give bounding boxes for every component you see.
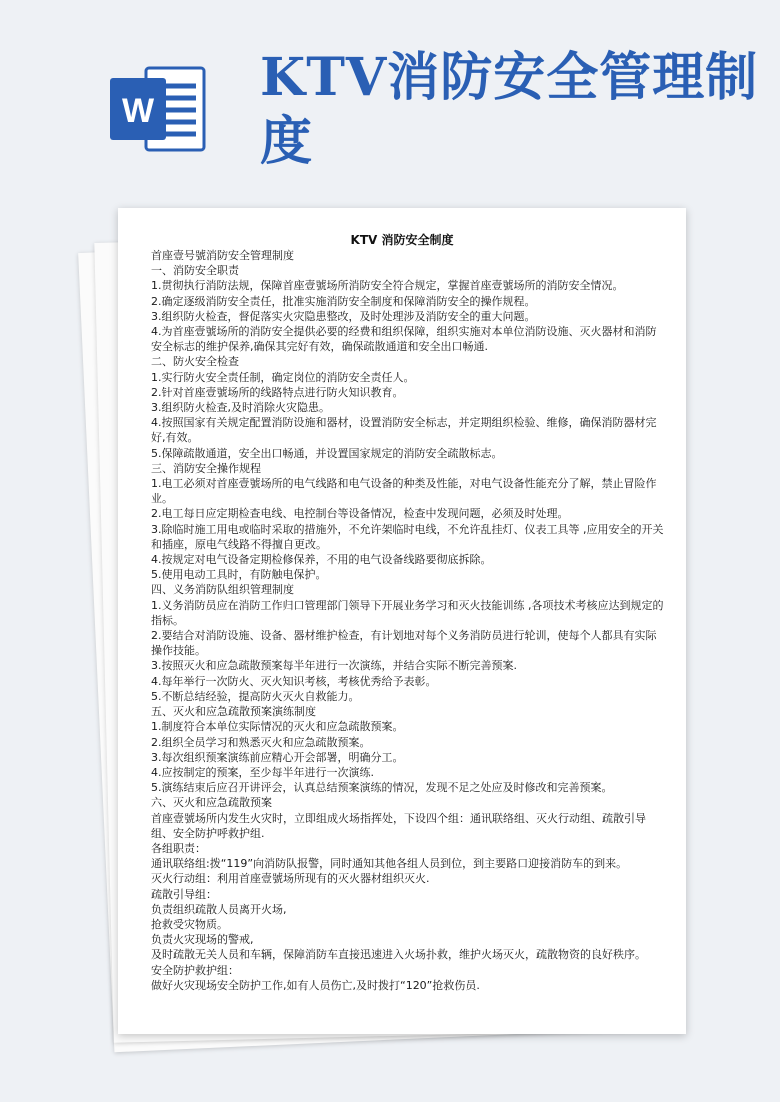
svg-text:W: W xyxy=(121,92,155,130)
document-line: 2.组织全员学习和熟悉灭火和应急疏散预案。 xyxy=(151,735,371,749)
document-line: 安全防护救护组： xyxy=(151,963,239,977)
document-line: 3.按照灭火和应急疏散预案每半年进行一次演练，并结合实际不断完善预案. xyxy=(151,659,517,673)
document-page xyxy=(118,208,686,1034)
document-line: 4.为首座壹號场所的消防安全提供必要的经费和组织保障，组织实施对本单位消防设施、灭火器材和消防安全标志的维护保养,确保其完好有效，确保疏散通道和安全出口畅通. xyxy=(151,325,657,354)
document-line: 5.不断总结经验，提高防火灭火自救能力。 xyxy=(151,689,360,703)
document-line: 3.每次组织预案演练前应精心开会部署，明确分工。 xyxy=(151,750,404,764)
document-line: 及时疏散无关人员和车辆，保障消防车直接迅速进入火场扑救，维护火场灭火，疏散物资的良好秩序。 xyxy=(151,948,646,962)
document-line: 2.要结合对消防设施、设备、器材维护检查，有计划地对每个义务消防员进行轮训，使每个人都具有实际操作技能。 xyxy=(151,629,657,658)
document-line: 首座壹號场所内发生火灾时，立即组成火场指挥处，下设四个组：通讯联络组、灭火行动组、疏散引导组、安全防护呼救护组. xyxy=(151,811,646,840)
document-body xyxy=(118,248,686,993)
document-line: 负责组织疏散人员离开火场, xyxy=(151,902,287,916)
document-line: 4.应按制定的预案，至少每半年进行一次演练. xyxy=(151,765,374,779)
document-line: 2.确定逐级消防安全责任，批准实施消防安全制度和保障消防安全的操作规程。 xyxy=(151,294,536,308)
document-line: 1.实行防火安全责任制，确定岗位的消防安全责任人。 xyxy=(151,370,415,384)
document-line: 负责火灾现场的警戒, xyxy=(151,933,254,947)
document-line: 1.电工必须对首座壹號场所的电气线路和电气设备的种类及性能，对电气设备性能充分了解，禁止冒险作业。 xyxy=(151,477,657,506)
word-document-icon xyxy=(108,62,208,156)
document-line: 1.贯彻执行消防法规，保障首座壹號场所消防安全符合规定，掌握首座壹號场所的消防安全情况。 xyxy=(151,279,624,293)
document-title: KTV 消防安全制度 xyxy=(350,233,454,247)
document-line: 三、消防安全操作规程 xyxy=(151,461,261,475)
document-line: 5.演练结束后应召开讲评会，认真总结预案演练的情况，发现不足之处应及时修改和完善预案。 xyxy=(151,781,613,795)
document-line: 抢救受灾物质。 xyxy=(151,917,228,931)
document-line: 灭火行动组：利用首座壹號场所现有的灭火器材组织灭火. xyxy=(151,872,430,886)
document-line: 5.使用电动工具时，有防触电保护。 xyxy=(151,568,327,582)
document-line: 各组职责： xyxy=(151,841,206,855)
document-line: 2.针对首座壹號场所的线路特点进行防火知识教育。 xyxy=(151,385,404,399)
document-line: 1.义务消防员应在消防工作归口管理部门领导下开展业务学习和灭火技能训练 ,各项技术考核应达到规定的指标。 xyxy=(151,598,664,627)
page-title: KTV消防安全管理制度 xyxy=(260,47,759,172)
document-line: 2.电工每日应定期检查电线、电控制台等设备情况，检查中发现问题，必须及时处理。 xyxy=(151,507,569,521)
document-line: 3.组织防火检查,及时消除火灾隐患。 xyxy=(151,401,330,415)
document-line: 3.组织防火检查，督促落实火灾隐患整改，及时处理涉及消防安全的重大问题。 xyxy=(151,309,536,323)
header-banner xyxy=(0,0,780,200)
document-line: 六、灭火和应急疏散预案 xyxy=(151,796,272,810)
document-line: 四、义务消防队组织管理制度 xyxy=(151,583,294,597)
document-line: 二、防火安全检查 xyxy=(151,355,239,369)
document-line: 五、灭火和应急疏散预案演练制度 xyxy=(151,705,316,719)
document-line: 5.保障疏散通道，安全出口畅通，并设置国家规定的消防安全疏散标志。 xyxy=(151,446,503,460)
document-line: 疏散引导组： xyxy=(151,887,217,901)
document-line: 通讯联络组:拨“119”向消防队报警，同时通知其他各组人员到位，到主要路口迎接消防车的到来。 xyxy=(151,857,628,871)
document-line: 4.按照国家有关规定配置消防设施和器材，设置消防安全标志，并定期组织检验、维修，确保消防器材完好,有效。 xyxy=(151,416,657,445)
document-line: 一、消防安全职责 xyxy=(151,264,239,278)
document-line: 4.每年举行一次防火、灭火知识考核，考核优秀给予表彰。 xyxy=(151,674,437,688)
document-line: 做好火灾现场安全防护工作,如有人员伤亡,及时拨打“120”抢救伤员. xyxy=(151,978,480,992)
document-line: 4.按规定对电气设备定期检修保养，不用的电气设备线路要彻底拆除。 xyxy=(151,553,492,567)
document-line: 首座壹号號消防安全管理制度 xyxy=(151,249,294,262)
document-line: 3.除临时施工用电或临时采取的措施外，不允许架临时电线，不允许乱挂灯、仪表工具等 ,应用安全的开关和插座，原电气线路不得擅自更改。 xyxy=(151,522,664,551)
document-line: 1.制度符合本单位实际情况的灭火和应急疏散预案。 xyxy=(151,720,404,734)
